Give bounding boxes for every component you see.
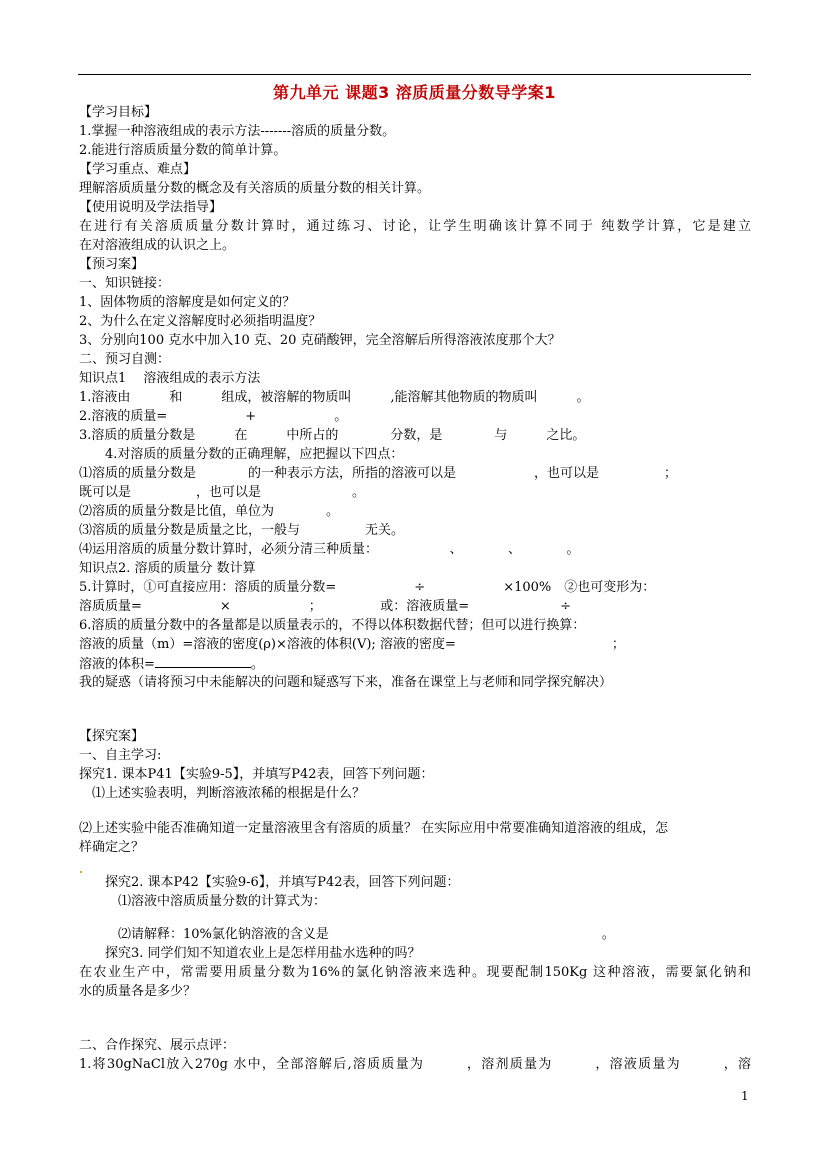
text-line: 6.溶质的质量分数中的各量都是以质量表示的，不得以体积数据代替；但可以进行换算： <box>79 618 586 633</box>
text-line: ⑴溶液中溶质质量分数的计算式为： <box>79 894 327 909</box>
text-line: 溶液的体积= 。 <box>79 657 264 672</box>
text-line: 一、知识链接： <box>79 276 171 291</box>
text-line: 在农业生产中，常需要用质量分数为16%的氯化钠溶液来选种。现要配制150Kg 这种溶液，需要氯化钠和 <box>79 965 751 980</box>
text-line: 3.溶质的质量分数是 在 中所占的 分数，是 与 之比。 <box>79 428 586 443</box>
text-line: 我的疑惑（请将预习中未能解决的问题和疑惑写下来，准备在课堂上与老师和同学探究解决） <box>79 675 613 690</box>
text-line: 1.掌握一种溶液组成的表示方法-------溶质的质量分数。 <box>79 124 396 139</box>
text-line: 知识点1 溶液组成的表示方法 <box>79 371 261 386</box>
text-line: ⑵溶质的质量分数是比值，单位为 。 <box>79 504 340 519</box>
text-line: ⑴溶质的质量分数是 的一种表示方法，所指的溶液可以是 ，也可以是 ； <box>79 466 678 481</box>
section-heading: 【学习重点、难点】 <box>79 162 197 177</box>
page-number: 1 <box>741 1089 749 1103</box>
section-heading: 【探究案】 <box>79 729 145 744</box>
section-heading: 【学习目标】 <box>79 105 158 120</box>
section-heading: 二、合作探究、展示点评： <box>79 1038 236 1053</box>
text-line: 理解溶质质量分数的概念及有关溶质的质量分数的相关计算。 <box>79 181 431 196</box>
question-line: 1、固体物质的溶解度是如何定义的？ <box>79 295 296 310</box>
question-line: ⑵上述实验中能否准确知道一定量溶液里含有溶质的质量？ 在实际应用中常要准确知道溶液的组成，怎 <box>79 821 669 836</box>
text-line: 一、自主学习: <box>79 748 162 763</box>
text-line: 溶质质量= × ； 或：溶液质量= ÷ <box>79 599 572 614</box>
text-line: 1.溶液由 和 组成，被溶解的物质叫 ,能溶解其他物质的物质叫 。 <box>79 390 590 405</box>
section-heading: 【预习案】 <box>79 257 145 272</box>
text-line: 4.对溶质的质量分数的正确理解，应把握以下四点： <box>79 447 404 462</box>
text-line: 水的质量各是多少？ <box>79 984 197 999</box>
text-line: 在进行有关溶质质量分数计算时，通过练习、讨论，让学生明确该计算不同于 纯数学计算，它是建立 <box>79 219 751 234</box>
text-line: ⑷运用溶质的质量分数计算时，必须分清三种质量： 、 、 。 <box>79 542 580 557</box>
text-line: 探究2. 课本P42【实验9-6】，并填写P42表，回答下列问题： <box>79 875 460 890</box>
section-heading: 【使用说明及学法指导】 <box>79 200 223 215</box>
text-line: 二、预习自测： <box>79 352 171 367</box>
text-line: ⑶溶质的质量分数是质量之比，一般与 无关。 <box>79 523 405 538</box>
text-line: 在对溶液组成的认识之上。 <box>79 238 236 253</box>
text-line: 2.能进行溶质质量分数的简单计算。 <box>79 143 287 158</box>
answer-blank <box>155 655 251 668</box>
text-line: 2.溶液的质量= + 。 <box>79 409 348 424</box>
text-line: 探究3. 同学们知不知道农业上是怎样用盐水选种的吗？ <box>79 946 421 961</box>
text-line: 5.计算时，①可直接应用：溶质的质量分数= ÷ ×100% ②也可变形为： <box>79 580 656 595</box>
document-title: 第九单元 课题3 溶质质量分数导学案1 <box>273 83 556 102</box>
stray-mark <box>80 871 82 873</box>
text-line: 溶液的质量（m）=溶液的密度(ρ)×溶液的体积(V); 溶液的密度= ； <box>79 637 625 652</box>
text-line: 知识点2. 溶质的质量分 数计算 <box>79 561 256 576</box>
question-line: 样确定之？ <box>79 840 145 855</box>
text-line: 探究1. 课本P41【实验9-5】，并填写P42表，回答下列问题： <box>79 767 434 782</box>
text-line: 1.将30gNaCl放入270g 水中，全部溶解后,溶质质量为 ，溶剂质量为 ，溶液质量为 ，溶 <box>79 1057 751 1072</box>
question-line: 3、分别向100 克水中加入10 克、20 克硝酸钾，完全溶解后所得溶液浓度那个大？ <box>79 333 561 348</box>
header-rule <box>78 74 751 75</box>
question-line: 2、为什么在定义溶解度时必须指明温度？ <box>79 314 322 329</box>
text-line: ⑵请解释：10%氯化钠溶液的含义是 。 <box>79 927 615 942</box>
text-line: 既可以是 ，也可以是 。 <box>79 485 366 500</box>
question-line: ⑴上述实验表明，判断溶液浓稀的根据是什么？ <box>79 786 366 801</box>
